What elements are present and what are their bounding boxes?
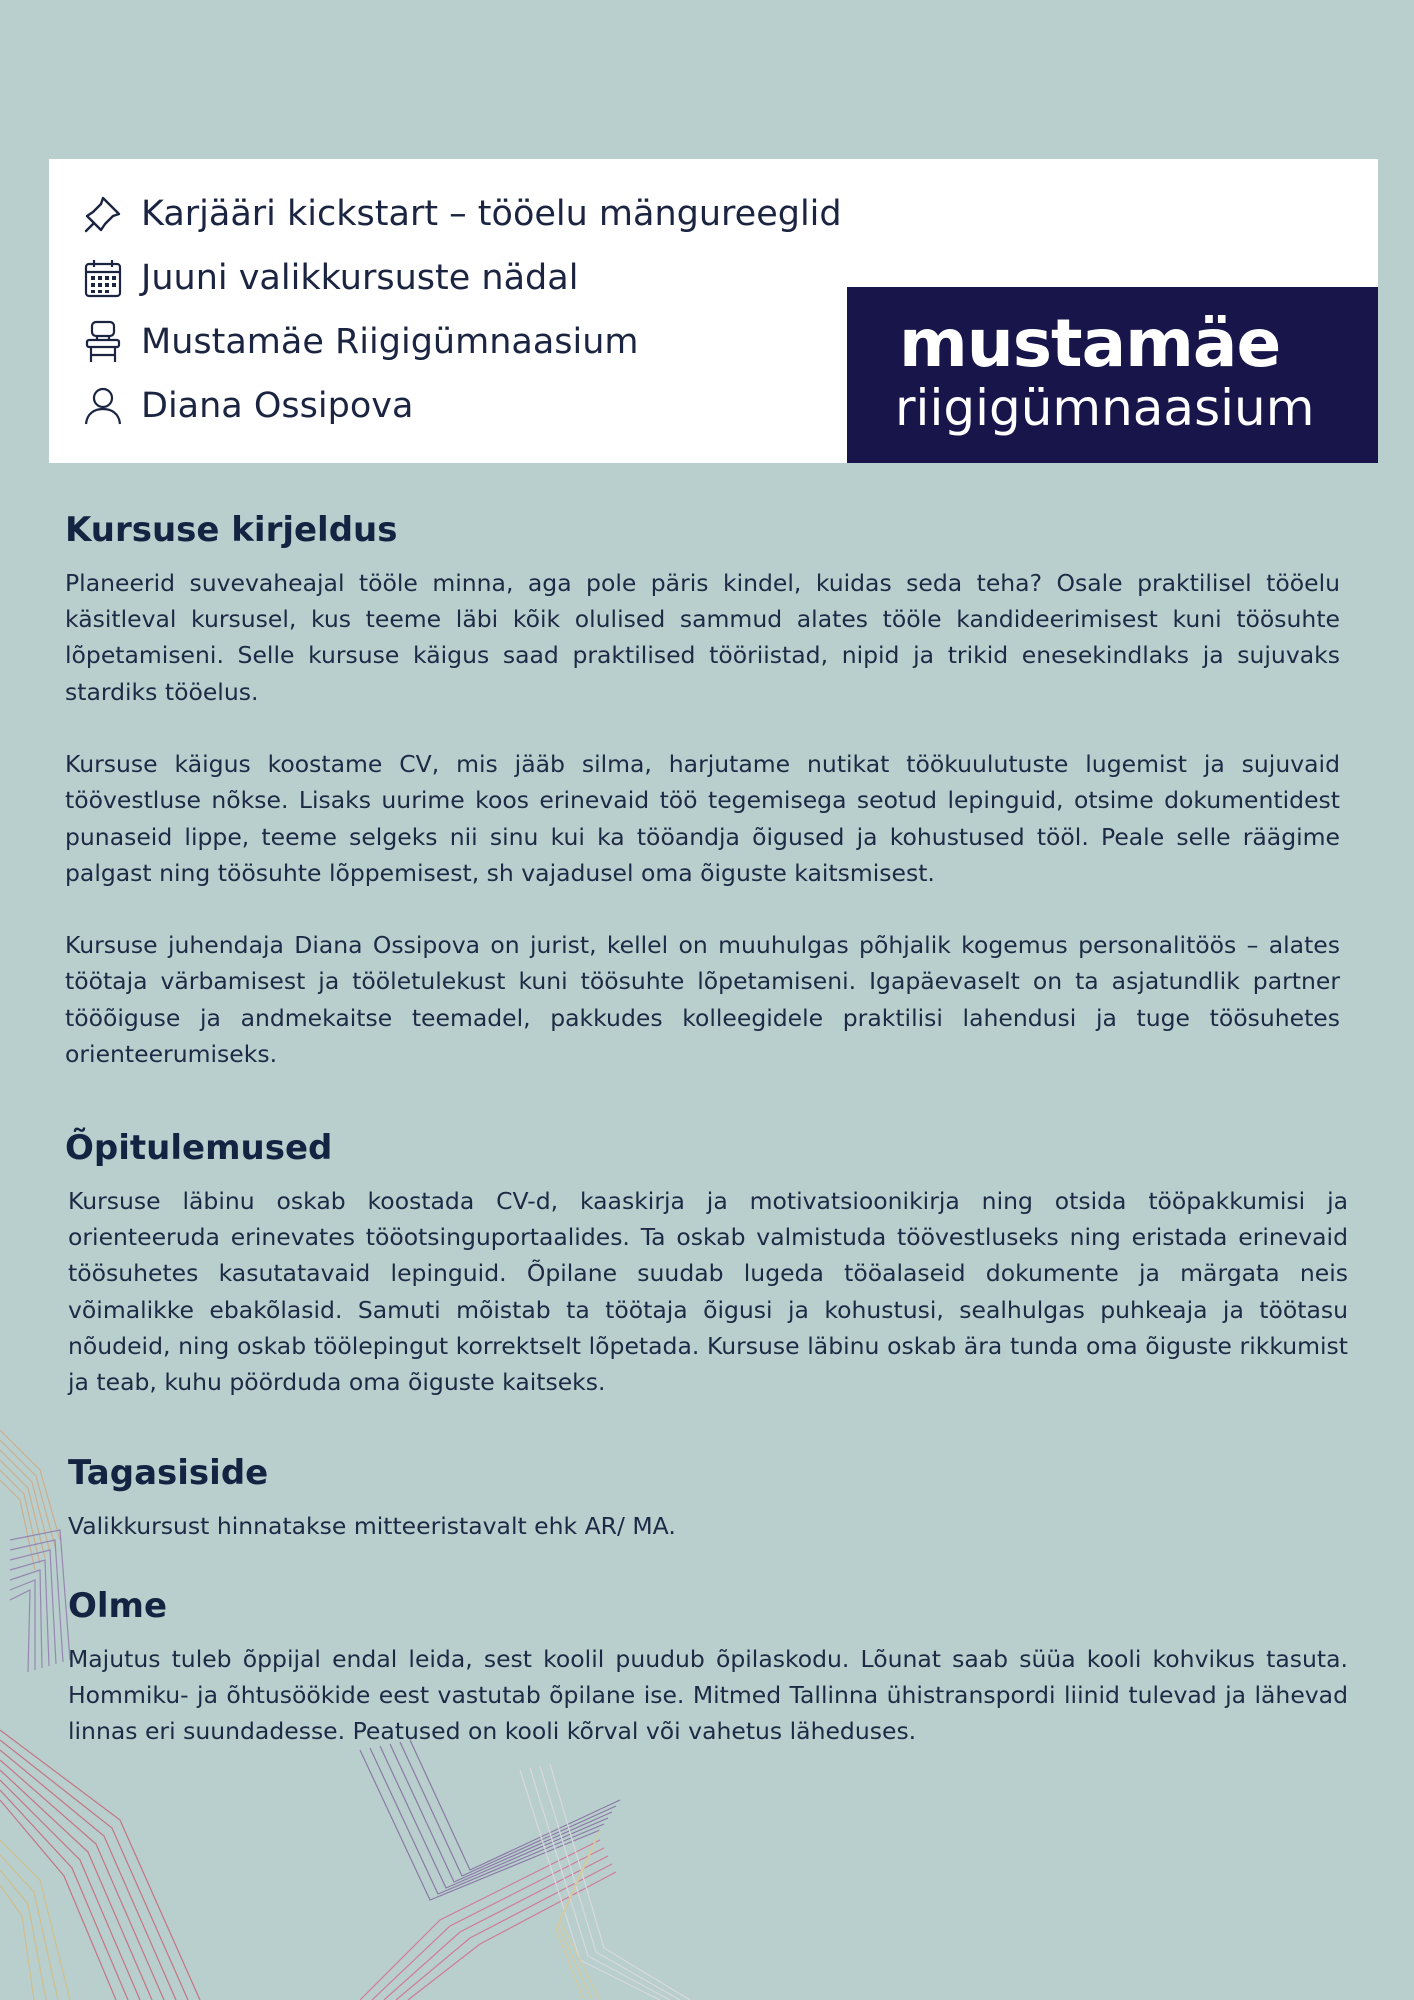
instructor-row <box>81 378 413 434</box>
school-name: Mustamäe Riigigümnaasium <box>141 322 639 362</box>
event-row <box>81 250 578 306</box>
description-paragraph-3: Kursuse juhendaja Diana Ossipova on jurist, kellel on muuhulgas põhjalik kogemus personalitöös – alates töötaja värbamisest ja tööletulekust kuni töösuhte lõpetamiseni. Igapäevaselt on ta asjatundlik partner tööõiguse ja andmekaitse teemadel, pakkudes kolleegidele praktilisi lahendusi ja tuge töösuhetes orienteerumiseks. <box>65 931 1340 1069</box>
feedback-section <box>68 1453 1343 1544</box>
outcomes-heading: Õpitulemused <box>65 1128 333 1168</box>
course-title: Karjääri kickstart – tööelu mängureeglid <box>141 194 842 234</box>
person-icon <box>81 384 125 428</box>
outcomes-section <box>65 1128 1348 1401</box>
school-row <box>81 314 639 370</box>
feedback-paragraph: Valikkursust hinnatakse mitteeristavalt ehk AR/ MA. <box>68 1511 676 1540</box>
description-paragraph-2: Kursuse käigus koostame CV, mis jääb silma, harjutame nutikat töökuulutuste lugemist ja sujuvaid töövestluse nõkse. Lisaks uurime koos erinevaid töö tegemisega seotud lepinguid, otsime dokumentidest punaseid lippe, teeme selgeks nii sinu kui ka tööandja õigused ja kohustused tööl. Peale selle räägime palgast ning töösuhte lõppemisest, sh vajadusel oma õiguste kaitsmisest. <box>65 749 1340 887</box>
logistics-section <box>68 1586 1348 1750</box>
description-section <box>65 510 1340 1072</box>
outcomes-paragraph: Kursuse läbinu oskab koostada CV-d, kaaskirja ja motivatsioonikirja ning otsida tööpakkumisi ja orienteeruda erinevates tööotsinguportaalides. Ta oskab valmistuda töövestluseks ning eristada erinevaid töösuhetes kasutatavaid lepinguid. Õpilane suudab lugeda tööalaseid dokumente ja märgata neis võimalikke ebakõlasid. Samuti mõistab ta töötaja õigusi ja kohustusi, sealhulgas puhkeaja ja töötasu nõudeid, ning oskab töölepingut korrektselt lõpetada. Kursuse läbinu oskab ära tunda oma õiguste rikkumist ja teab, kuhu pöörduda oma õiguste kaitseks. <box>68 1186 1348 1397</box>
calendar-icon <box>81 256 125 300</box>
logo-wordmark-top: mustamäe <box>899 305 1281 382</box>
instructor-name: Diana Ossipova <box>141 386 414 426</box>
logo-wordmark-bottom: riigigümnaasium <box>895 379 1315 437</box>
chair-icon <box>81 320 125 364</box>
course-title-row <box>81 186 842 242</box>
feedback-heading: Tagasiside <box>68 1453 269 1493</box>
event-name: Juuni valikkursuste nädal <box>141 258 579 298</box>
description-paragraph-1: Planeerid suvevaheajal tööle minna, aga pole päris kindel, kuidas seda teha? Osale praktilisel tööelu käsitleval kursusel, kus teeme läbi kõik olulised sammud alates tööle kandideerimisest kuni töösuhte lõpetamiseni. Selle kursuse käigus saad praktilised tööriistad, nipid ja trikid enesekindlaks ja sujuvaks stardiks tööelus. <box>65 568 1340 706</box>
school-logo <box>847 287 1378 463</box>
course-header-card <box>49 159 1378 463</box>
description-heading: Kursuse kirjeldus <box>65 510 398 550</box>
logistics-paragraph: Majutus tuleb õppijal endal leida, sest koolil puudub õpilaskodu. Lõunat saab süüa kooli kohvikus tasuta. Hommiku- ja õhtusöökide eest vastutab õpilane ise. Mitmed Tallinna ühistranspordi liinid tulevad ja lähevad linnas eri suundadesse. Peatused on kooli kõrval või vahetus läheduses. <box>68 1644 1348 1746</box>
pin-icon <box>81 192 125 236</box>
logistics-heading: Olme <box>68 1586 168 1626</box>
